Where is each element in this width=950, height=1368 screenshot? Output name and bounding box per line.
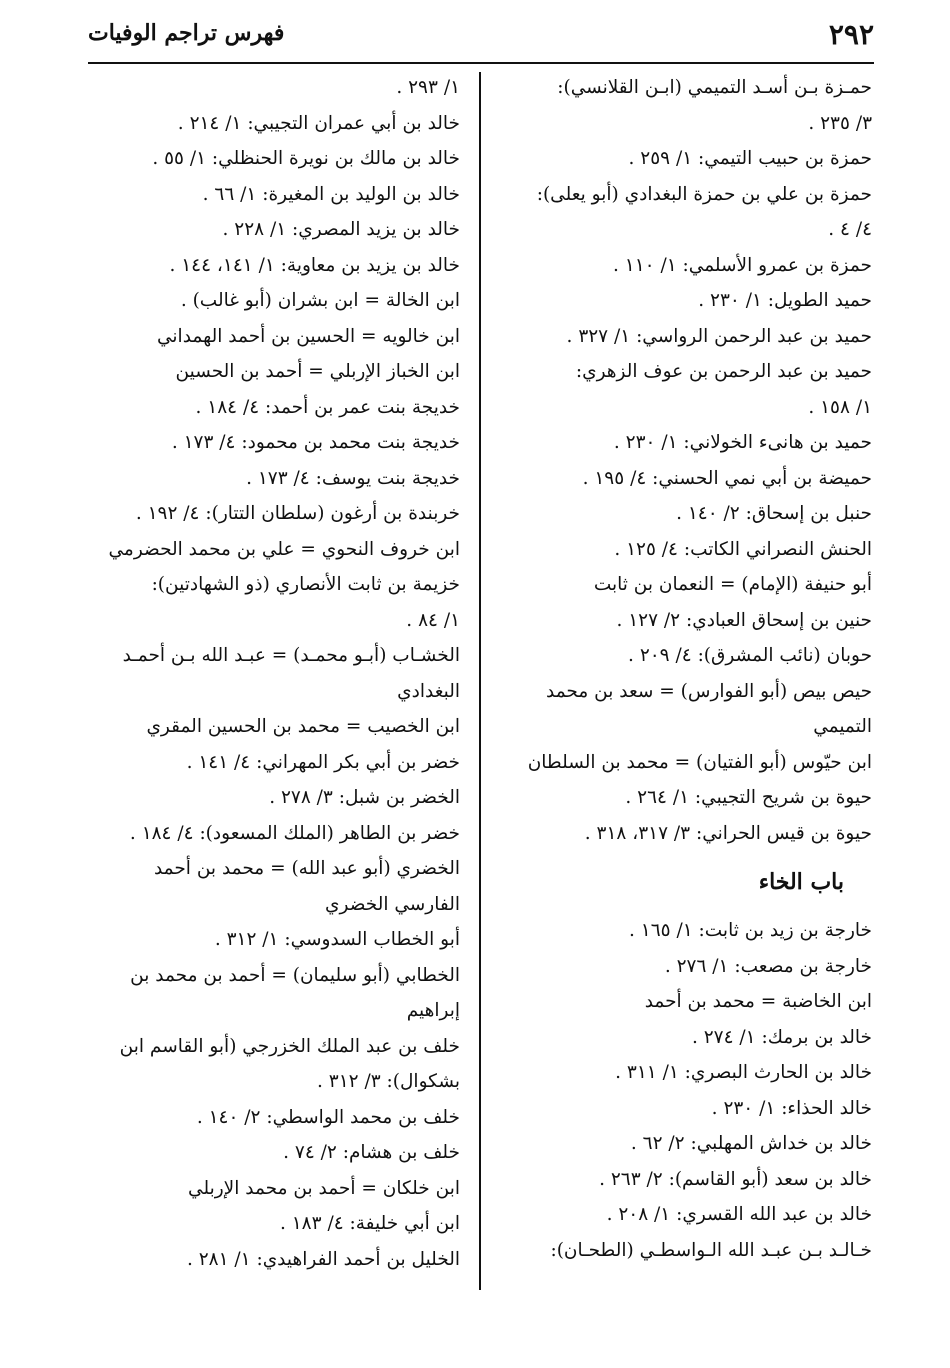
- column-divider: [479, 72, 481, 1290]
- index-entry: حيوة بن قيس الحراني: ٣/ ٣١٧، ٣١٨ .: [584, 822, 872, 844]
- index-entry: إبراهيم: [406, 1000, 460, 1021]
- index-entry: ابن الخالة = ابن بشران (أبو غالب) .: [180, 290, 460, 311]
- index-entry: ابن خروف النحوي = علي بن محمد الحضرمي: [108, 538, 460, 560]
- index-entry: حوبان (نائب المشرق): ٤/ ٢٠٩ .: [628, 645, 872, 666]
- index-entry: خالد بن يزيد بن معاوية: ١/ ١٤١، ١٤٤ .: [169, 254, 460, 276]
- index-entry: خارجة بن مصعب: ١/ ٢٧٦ .: [664, 955, 872, 977]
- index-entry: خربندة بن أرغون (سلطان التتار): ٤/ ١٩٢ .: [135, 503, 460, 524]
- index-entry: ابن أبي خليفة: ٤/ ١٨٣ .: [279, 1213, 460, 1234]
- index-entry: حميد الطويل: ١/ ٢٣٠ .: [698, 290, 872, 311]
- index-entry: حميد بن هانىء الخولاني: ١/ ٢٣٠ .: [613, 432, 872, 453]
- index-entry: خالد بن عبد الله القسري: ١/ ٢٠٨ .: [606, 1204, 872, 1225]
- index-entry: خالد بن يزيد المصري: ١/ ٢٢٨ .: [222, 219, 460, 240]
- page-header: [88, 14, 874, 58]
- index-entry: حيوة بن شريح التجيبي: ١/ ٢٦٤ .: [625, 787, 872, 808]
- index-entry: خالد بن الحارث البصري: ١/ ٣١١ .: [615, 1062, 872, 1083]
- index-entry: خلف بن محمد الواسطي: ٢/ ١٤٠ .: [196, 1106, 460, 1128]
- index-entry: خديجة بنت محمد بن محمود: ٤/ ١٧٣ .: [171, 432, 460, 453]
- index-entry: خالد بن أبي عمران التجيبي: ١/ ٢١٤ .: [177, 112, 460, 134]
- index-entry: حمزة بن حبيب التيمي: ١/ ٢٥٩ .: [628, 148, 872, 169]
- index-entry: خارجة بن زيد بن ثابت: ١/ ١٦٥ .: [629, 920, 872, 941]
- index-entry: ١/ ٢٩٣ .: [396, 77, 460, 98]
- index-entry: ابن الخاضبة = محمد بن أحمد: [644, 991, 872, 1012]
- index-entry: حميد بن عبد الرحمن الرواسي: ١/ ٣٢٧ .: [566, 325, 872, 347]
- index-entry: ٣/ ٢٣٥ .: [808, 112, 872, 134]
- index-entry: الخطابي (أبو سليمان) = أحمد بن محمد بن: [130, 964, 460, 986]
- index-entry: بشكوال): ٣/ ٣١٢ .: [317, 1071, 460, 1092]
- index-entry: حمزة بن عمرو الأسلمي: ١/ ١١٠ .: [613, 254, 872, 276]
- index-entry: الخضر بن شبل: ٣/ ٢٧٨ .: [269, 787, 460, 808]
- index-entry: أبو الخطاب السدوسي: ١/ ٣١٢ .: [214, 929, 460, 950]
- index-entry: حيص بيص (أبو الفوارس) = سعد بن محمد: [546, 680, 872, 702]
- index-entry: البغدادي: [397, 680, 460, 702]
- index-entry: ابن خلكان = أحمد بن محمد الإربلي: [188, 1177, 460, 1199]
- index-entry: خلف بن هشام: ٢/ ٧٤ .: [283, 1142, 460, 1163]
- index-entry: أبو حنيفة (الإمام) = النعمان بن ثابت: [593, 574, 872, 595]
- index-entry: خضر بن الطاهر (الملك المسعود): ٤/ ١٨٤ .: [129, 822, 460, 844]
- index-entry: ابن خالويه = الحسين بن أحمد الهمداني: [156, 325, 460, 347]
- header-rule: [88, 62, 874, 64]
- index-entry: خالد بن مالك بن نويرة الحنظلي: ١/ ٥٥ .: [152, 148, 460, 169]
- index-entry: الخضري (أبو عبد الله) = محمد بن أحمد: [153, 858, 460, 879]
- running-title: فهرس تراجم الوفيات: [88, 20, 285, 46]
- index-entry: خضر بن أبي بكر المهراني: ٤/ ١٤١ .: [186, 751, 460, 773]
- index-entry: حنين بن إسحاق العبادي: ٢/ ١٢٧ .: [616, 609, 872, 631]
- index-entry: الخشـاب (أبـو محمـد) = عبـد الله بـن أحمـد: [122, 645, 460, 666]
- index-entry: خديجة بنت يوسف: ٤/ ١٧٣ .: [246, 467, 460, 489]
- index-entry: خلف بن عبد الملك الخزرجي (أبو القاسم ابن: [119, 1035, 460, 1057]
- section-heading: باب الخاء: [758, 869, 844, 895]
- index-entry: خديجة بنت عمر بن أحمد: ٤/ ١٨٤ .: [195, 396, 460, 418]
- index-entry: ابن الخباز الإربلي = أحمد بن الحسين: [175, 361, 460, 382]
- index-entry: الحنش النصراني الكاتب: ٤/ ١٢٥ .: [614, 538, 872, 560]
- index-entry: ١/ ٨٤ .: [406, 609, 460, 631]
- index-entry: خـالـد بـن عبـد الله الـواسطـي (الطحـان):: [550, 1239, 872, 1261]
- index-entry: ابن الخصيب = محمد بن الحسين المقري: [146, 716, 460, 737]
- index-entry: التميمي: [813, 716, 872, 737]
- index-entry: خالد الحذاء: ١/ ٢٣٠ .: [711, 1097, 872, 1119]
- index-entry: حمـزة بـن أسـد التميمي (ابـن القلانسي):: [557, 77, 872, 98]
- index-entry: ابن حيّوس (أبو الفتيان) = محمد بن السلطان: [527, 751, 872, 773]
- page-number: ٢٩٢: [828, 18, 874, 51]
- index-entry: ٤/ ٤ .: [828, 219, 872, 240]
- index-entry: ١/ ١٥٨ .: [808, 396, 872, 418]
- index-entry: خالد بن الوليد بن المغيرة: ١/ ٦٦ .: [202, 183, 460, 205]
- index-entry: خالد بن برمك: ١/ ٢٧٤ .: [691, 1026, 872, 1048]
- index-entry: خالد بن خداش المهلبي: ٢/ ٦٢ .: [630, 1133, 872, 1154]
- index-entry: خالد بن سعد (أبو القاسم): ٢/ ٢٦٣ .: [599, 1168, 872, 1190]
- right-column: [500, 70, 872, 1268]
- index-entry: حميضة بن أبي نمي الحسني: ٤/ ١٩٥ .: [582, 467, 872, 489]
- index-entry: الخليل بن أحمد الفراهيدي: ١/ ٢٨١ .: [186, 1248, 460, 1270]
- index-entry: حنبل بن إسحاق: ٢/ ١٤٠ .: [676, 503, 872, 524]
- index-entry: خزيمة بن ثابت الأنصاري (ذو الشهادتين):: [151, 574, 460, 595]
- index-entry: الفارسي الخضري: [325, 893, 460, 915]
- left-column: [90, 70, 460, 1277]
- index-entry: حمزة بن علي بن حمزة البغدادي (أبو يعلى):: [536, 183, 872, 205]
- index-entry: حميد بن عبد الرحمن بن عوف الزهري:: [575, 361, 872, 382]
